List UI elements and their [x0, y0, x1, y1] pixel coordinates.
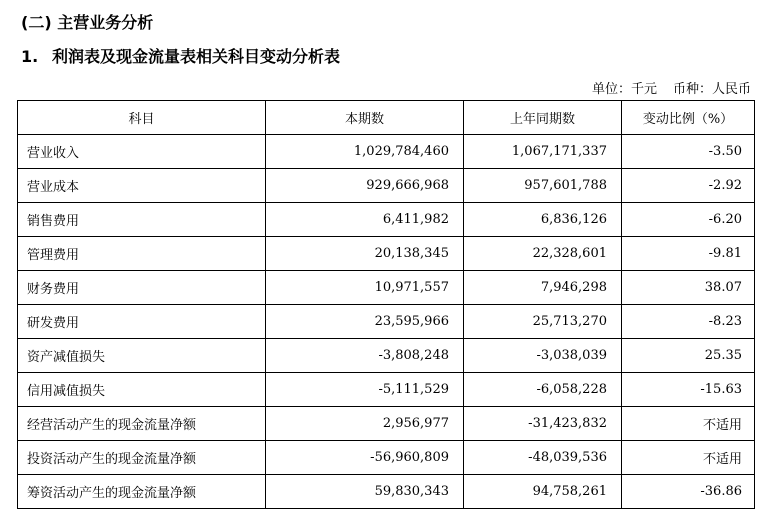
row-change: -8.23 [622, 305, 755, 339]
row-prior: -3,038,039 [464, 339, 622, 373]
row-change: -2.92 [622, 169, 755, 203]
row-item: 信用减值损失 [18, 373, 266, 407]
row-item: 营业收入 [18, 135, 266, 169]
row-item: 资产减值损失 [18, 339, 266, 373]
table-row [18, 441, 755, 475]
unit-label: 单位：千元 [591, 82, 657, 97]
table-row [18, 373, 755, 407]
column-header-prior: 上年同期数 [464, 101, 622, 135]
row-prior: 6,836,126 [464, 203, 622, 237]
row-item: 管理费用 [18, 237, 266, 271]
row-prior: 7,946,298 [464, 271, 622, 305]
row-change: -36.86 [622, 475, 755, 509]
row-current: 1,029,784,460 [266, 135, 464, 169]
row-change: 不适用 [622, 441, 755, 475]
row-current: 6,411,982 [266, 203, 464, 237]
column-header-change: 变动比例（%） [622, 101, 755, 135]
row-item: 经营活动产生的现金流量净额 [18, 407, 266, 441]
table-row [18, 339, 755, 373]
row-prior: -6,058,228 [464, 373, 622, 407]
row-item: 研发费用 [18, 305, 266, 339]
row-current: -5,111,529 [266, 373, 464, 407]
row-change: -15.63 [622, 373, 755, 407]
row-prior: 22,328,601 [464, 237, 622, 271]
row-current: -3,808,248 [266, 339, 464, 373]
table-row [18, 271, 755, 305]
row-item: 投资活动产生的现金流量净额 [18, 441, 266, 475]
table-heading-number: 1. [21, 47, 39, 66]
table-row [18, 135, 755, 169]
table-row [18, 237, 755, 271]
row-current: 10,971,557 [266, 271, 464, 305]
row-prior: 94,758,261 [464, 475, 622, 509]
row-change: 25.35 [622, 339, 755, 373]
row-change: 38.07 [622, 271, 755, 305]
row-current: 23,595,966 [266, 305, 464, 339]
row-change: -6.20 [622, 203, 755, 237]
row-current: -56,960,809 [266, 441, 464, 475]
row-item: 筹资活动产生的现金流量净额 [18, 475, 266, 509]
table-row [18, 305, 755, 339]
row-item: 营业成本 [18, 169, 266, 203]
column-header-current: 本期数 [266, 101, 464, 135]
table-row [18, 169, 755, 203]
row-current: 2,956,977 [266, 407, 464, 441]
row-item: 销售费用 [18, 203, 266, 237]
row-current: 20,138,345 [266, 237, 464, 271]
section-title: (二) 主营业务分析 [21, 13, 154, 32]
row-prior: 957,601,788 [464, 169, 622, 203]
table-heading [21, 45, 340, 69]
row-change: -3.50 [622, 135, 755, 169]
financial-table [17, 100, 755, 509]
row-current: 929,666,968 [266, 169, 464, 203]
row-prior: -31,423,832 [464, 407, 622, 441]
column-header-item: 科目 [18, 101, 266, 135]
row-change: 不适用 [622, 407, 755, 441]
row-item: 财务费用 [18, 271, 266, 305]
row-current: 59,830,343 [266, 475, 464, 509]
row-prior: 25,713,270 [464, 305, 622, 339]
table-header-row [18, 101, 755, 135]
table-heading-title: 利润表及现金流量表相关科目变动分析表 [52, 47, 341, 66]
table-row [18, 475, 755, 509]
unit-note [592, 80, 751, 100]
table-row [18, 407, 755, 441]
row-prior: -48,039,536 [464, 441, 622, 475]
currency-label: 币种：人民币 [672, 82, 751, 97]
table-row [18, 203, 755, 237]
row-prior: 1,067,171,337 [464, 135, 622, 169]
row-change: -9.81 [622, 237, 755, 271]
